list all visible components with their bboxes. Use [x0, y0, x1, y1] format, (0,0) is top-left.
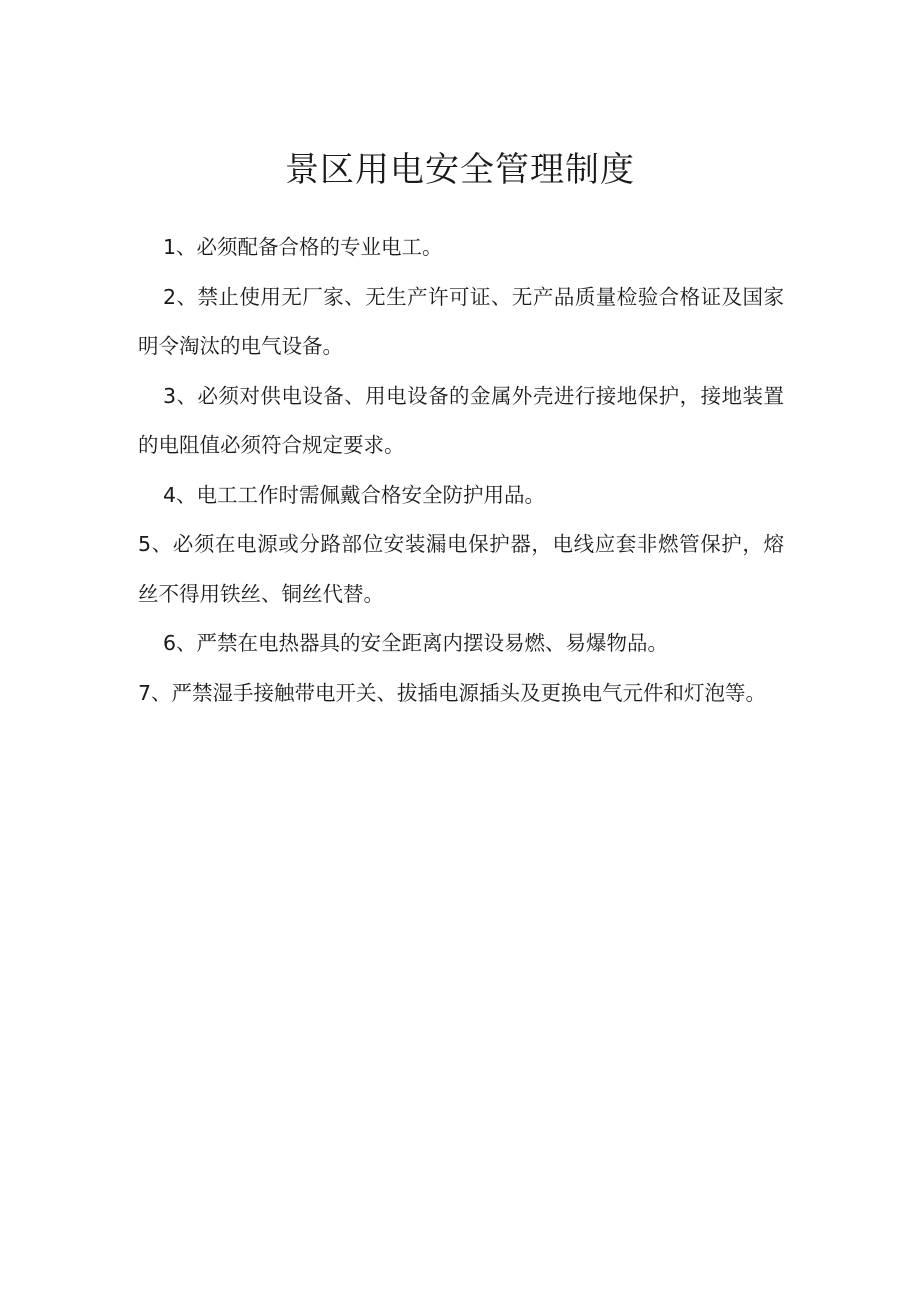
rule-item-3: 3、必须对供电设备、用电设备的金属外壳进行接地保护，接地装置的电阻值必须符合规定要求。 — [138, 383, 784, 457]
rule-item-2: 2、禁止使用无厂家、无生产许可证、无产品质量检验合格证及国家明令淘汰的电气设备。 — [138, 284, 784, 358]
rule-item-1: 1、必须配备合格的专业电工。 — [163, 235, 443, 259]
page-title: 景区用电安全管理制度 — [285, 150, 635, 190]
rule-item-7: 7、严禁湿手接触带电开关、拔插电源插头及更换电气元件和灯泡等。 — [138, 680, 767, 705]
document-body — [138, 223, 784, 718]
rule-item-6: 6、严禁在电热器具的安全距离内摆设易燃、易爆物品。 — [163, 631, 669, 655]
rule-item-4: 4、电工工作时需佩戴合格安全防护用品。 — [163, 482, 546, 507]
rule-item-5: 5、必须在电源或分路部位安装漏电保护器，电线应套非燃管保护，熔丝不得用铁丝、铜丝代替。 — [138, 532, 784, 606]
